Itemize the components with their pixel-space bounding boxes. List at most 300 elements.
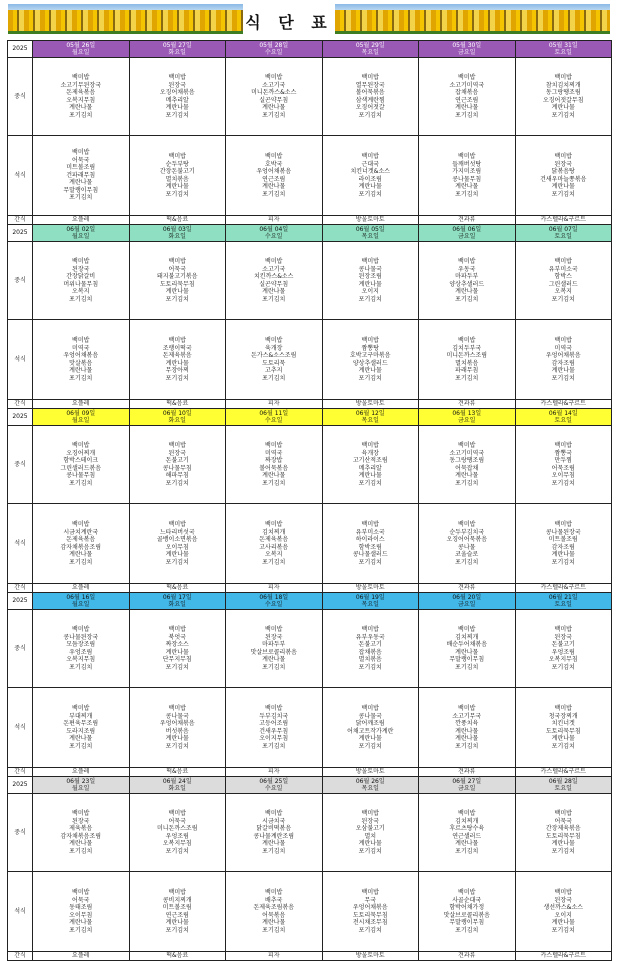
menu-item: 포기김치 <box>358 479 382 487</box>
menu-item: 계란나물 <box>358 280 382 288</box>
date-label: 06월 03일 <box>162 226 192 233</box>
date-label: 05월 26일 <box>66 42 96 49</box>
menu-item: 포기김치 <box>455 847 479 855</box>
snack-cell: 피자 <box>226 952 323 961</box>
menu-item: 오복지무침 <box>66 96 96 104</box>
menu-item: 백미밥 <box>72 705 90 712</box>
snack-cell: 피자 <box>226 400 323 409</box>
menu-item: 포기김치 <box>455 742 479 750</box>
menu-item: 소고기국 <box>262 81 286 89</box>
menu-item: 포기김치 <box>455 111 479 119</box>
snack-row <box>8 216 612 225</box>
snack-cell: 카스텔라&구르트 <box>515 952 612 961</box>
snack-row <box>8 952 612 961</box>
date-cell <box>322 41 419 58</box>
menu-item: 포기김치 <box>69 847 93 855</box>
menu-item: 순두부탕 <box>165 160 189 168</box>
menu-item: 백미밥 <box>168 258 186 265</box>
menu-item: 잡채볶음 <box>358 648 382 656</box>
day-label: 목요일 <box>361 49 379 56</box>
menu-item: 포기김치 <box>165 111 189 119</box>
date-cell <box>419 777 516 794</box>
menu-item: 계란나물 <box>165 104 189 111</box>
date-cell <box>129 409 226 426</box>
menu-item: 볼어묵볶음 <box>355 89 385 96</box>
menu-item: 미트볼조림 <box>162 904 192 911</box>
date-label: 06월 19일 <box>355 594 385 601</box>
lunch-menu-cell <box>33 242 130 320</box>
dinner-menu-cell <box>322 872 419 952</box>
date-label: 06월 05일 <box>355 226 385 233</box>
lunch-label: 중식 <box>8 426 33 504</box>
dinner-menu-cell <box>419 872 516 952</box>
day-label: 금요일 <box>458 49 476 56</box>
date-label: 06월 09일 <box>66 410 96 417</box>
menu-item: 포기김치 <box>165 190 189 198</box>
menu-item: 제육볶음 <box>69 825 93 832</box>
menu-item: 백미밥 <box>361 705 379 712</box>
menu-item: 소고기국 <box>262 265 286 273</box>
lunch-menu-cell <box>515 242 612 320</box>
menu-item: 생선까스&소스 <box>543 904 583 911</box>
date-label: 06월 26일 <box>355 778 385 785</box>
dinner-menu-cell <box>33 872 130 952</box>
lunch-menu-cell <box>129 242 226 320</box>
menu-item: 고기산적조림 <box>352 457 388 464</box>
menu-item: 포기김치 <box>358 190 382 198</box>
menu-item: 근대국 <box>361 160 379 168</box>
dinner-menu-cell <box>129 320 226 400</box>
menu-item: 백미밥 <box>168 153 186 160</box>
menu-item: 우동국 <box>458 265 476 273</box>
menu-item: 포기김치 <box>455 926 479 934</box>
menu-item: 연근조림 <box>262 175 286 183</box>
menu-item: 호박국 <box>265 160 283 168</box>
snack-cell: 피자 <box>226 768 323 777</box>
menu-item: 어묵국 <box>168 817 186 825</box>
menu-item: 계란나물 <box>551 183 575 190</box>
lunch-menu-cell <box>226 58 323 136</box>
menu-item: 백미밥 <box>554 705 572 712</box>
menu-item: 콩나물샐러드 <box>352 551 388 558</box>
menu-item: 모듬장조림 <box>66 641 96 648</box>
day-label: 금요일 <box>458 785 476 792</box>
menu-item: 간장돈불고기 <box>159 168 195 175</box>
menu-item: 도토리묵무침 <box>545 832 581 840</box>
menu-item: 순두부김치국 <box>449 528 485 536</box>
menu-item: 백미밥 <box>554 153 572 160</box>
menu-item: 포기김치 <box>69 479 93 487</box>
year-label: 2025 <box>8 41 33 58</box>
menu-item: 건새우무침 <box>259 727 289 735</box>
menu-item: 계란나물 <box>358 472 382 479</box>
dinner-menu-cell <box>419 320 516 400</box>
menu-item: 된장국 <box>168 449 186 457</box>
week-header-row <box>8 41 612 58</box>
menu-item: 백미밥 <box>361 442 379 449</box>
menu-item: 조랭이떡국 <box>162 344 192 352</box>
day-label: 수요일 <box>265 785 283 792</box>
menu-item: 들깨버섯탕 <box>452 160 482 168</box>
menu-item: 된장국 <box>554 160 572 168</box>
lunch-menu-cell <box>33 610 130 688</box>
menu-item: 소고기무된장국 <box>60 81 102 89</box>
lunch-row <box>8 794 612 872</box>
menu-item: 함박스 <box>554 273 572 280</box>
menu-item: 짬뽕탕 <box>361 344 379 352</box>
menu-item: 짬뽕국 <box>554 449 572 457</box>
snack-cell: 방울토마토 <box>322 216 419 225</box>
menu-item: 계란나물 <box>69 551 93 558</box>
day-label: 목요일 <box>361 785 379 792</box>
menu-item: 마파두부 <box>262 641 286 648</box>
date-cell <box>322 225 419 242</box>
menu-item: 계란나물 <box>455 183 479 190</box>
day-label: 월요일 <box>72 601 90 608</box>
menu-item: 맛살볶음 <box>69 359 93 367</box>
menu-item: 백미밥 <box>72 74 90 81</box>
menu-item: 포기김치 <box>69 295 93 303</box>
menu-item: 포기김치 <box>69 742 93 750</box>
menu-item: 소고기무국 <box>452 712 482 720</box>
date-cell <box>33 409 130 426</box>
menu-item: 참치김치찌개 <box>545 81 581 89</box>
menu-item: 돈제육조림볶음 <box>253 904 295 911</box>
day-label: 수요일 <box>265 601 283 608</box>
menu-item: 콩나물 <box>458 543 476 551</box>
snack-label: 간식 <box>8 400 33 409</box>
menu-item: 김치찌개 <box>455 633 479 641</box>
lunch-menu-cell <box>419 242 516 320</box>
date-cell <box>322 409 419 426</box>
date-cell <box>226 777 323 794</box>
snack-cell: 카스텔라&구르트 <box>515 400 612 409</box>
menu-item: 가지미조림 <box>452 168 482 175</box>
menu-item: 포기김치 <box>358 742 382 750</box>
menu-item: 김치찌개 <box>455 817 479 825</box>
menu-item: 어묵국 <box>72 156 90 164</box>
lunch-menu-cell <box>33 794 130 872</box>
snack-cell: 견과류 <box>419 400 516 409</box>
menu-item: 포기김치 <box>262 847 286 855</box>
day-label: 월요일 <box>72 49 90 56</box>
menu-table <box>7 40 612 961</box>
menu-item: 백미밥 <box>265 810 283 817</box>
menu-item: 포기김치 <box>69 558 93 566</box>
week-header-row <box>8 225 612 242</box>
menu-item: 백미밥 <box>361 889 379 896</box>
menu-item: 소고기미역국 <box>449 449 485 457</box>
snack-cell: 견과류 <box>419 584 516 593</box>
menu-item: 백미밥 <box>458 337 476 344</box>
date-cell <box>129 225 226 242</box>
menu-item: 무말랭이무침 <box>449 656 485 663</box>
lunch-menu-cell <box>129 58 226 136</box>
date-cell <box>33 777 130 794</box>
date-cell <box>419 593 516 610</box>
menu-item: 계란나물 <box>551 367 575 374</box>
menu-item: 열무된장국 <box>355 81 385 89</box>
lunch-menu-cell <box>515 426 612 504</box>
dinner-menu-cell <box>226 872 323 952</box>
menu-item: 포기김치 <box>551 190 575 198</box>
menu-item: 백미밥 <box>554 521 572 528</box>
menu-item: 백미밥 <box>72 810 90 817</box>
lunch-menu-cell <box>226 610 323 688</box>
menu-item: 포기김치 <box>455 190 479 198</box>
menu-item: 마파두부 <box>455 273 479 280</box>
day-label: 수요일 <box>265 49 283 56</box>
menu-item: 백미밥 <box>72 889 90 896</box>
menu-item: 계란나물 <box>165 359 189 367</box>
lunch-label: 중식 <box>8 794 33 872</box>
menu-item: 우엉어채볶음 <box>545 352 581 359</box>
dinner-menu-cell <box>129 136 226 216</box>
menu-item: 함박스테이크 <box>63 457 99 464</box>
lunch-menu-cell <box>226 794 323 872</box>
menu-item: 어묵국 <box>554 817 572 825</box>
menu-item: 포기김치 <box>165 742 189 750</box>
snack-cell: 방울토마토 <box>322 400 419 409</box>
menu-item: 백미밥 <box>265 153 283 160</box>
menu-item: 포기김치 <box>165 374 189 382</box>
lunch-menu-cell <box>322 58 419 136</box>
menu-item: 양상추샐러드 <box>352 359 388 367</box>
menu-item: 백미밥 <box>265 337 283 344</box>
date-cell <box>515 777 612 794</box>
lunch-menu-cell <box>226 242 323 320</box>
day-label: 금요일 <box>458 417 476 424</box>
menu-item: 미역국 <box>265 449 283 457</box>
menu-item: 백미밥 <box>168 74 186 81</box>
menu-item: 사골순대국 <box>452 896 482 904</box>
day-label: 월요일 <box>72 417 90 424</box>
snack-cell: 요플레 <box>33 952 130 961</box>
menu-item: 북엇국 <box>168 633 186 641</box>
sunflower-banner-left <box>8 4 243 34</box>
menu-item: 포기김치 <box>165 847 189 855</box>
menu-item: 포기김치 <box>262 742 286 750</box>
snack-cell: 떡&음료 <box>129 768 226 777</box>
menu-item: 계란나물 <box>69 840 93 847</box>
menu-item: 돈제육볶음 <box>259 536 289 543</box>
day-label: 토요일 <box>554 785 572 792</box>
menu-item: 그린샐러드볶음 <box>60 464 102 472</box>
menu-item: 볼어묵볶음 <box>259 464 289 472</box>
menu-item: 부대찌개 <box>69 712 93 720</box>
dinner-menu-cell <box>515 136 612 216</box>
menu-item: 메추리알 <box>358 464 382 472</box>
menu-item: 포기김치 <box>455 295 479 303</box>
menu-item: 포기김치 <box>165 295 189 303</box>
menu-item: 어채고트작가계란 <box>347 727 394 735</box>
menu-item: 돈제육볶음 <box>66 536 96 543</box>
dinner-row <box>8 320 612 400</box>
dinner-menu-cell <box>419 136 516 216</box>
menu-item: 함박어채가정 <box>449 904 485 911</box>
menu-item: 오복지 <box>72 288 90 295</box>
dinner-label: 석식 <box>8 320 33 400</box>
date-label: 05월 31일 <box>548 42 578 49</box>
menu-item: 무말랭이무침 <box>449 919 485 926</box>
menu-item: 그린샐러드 <box>548 280 578 288</box>
lunch-menu-cell <box>419 426 516 504</box>
menu-item: 소고기미역국 <box>449 81 485 89</box>
menu-item: 돈편육무조림 <box>63 720 99 727</box>
lunch-menu-cell <box>419 58 516 136</box>
menu-item: 백미밥 <box>72 442 90 449</box>
date-label: 05월 28일 <box>259 42 289 49</box>
menu-item: 동태조림 <box>69 904 93 911</box>
menu-item: 동그랑땡조림 <box>545 89 581 96</box>
date-cell <box>322 593 419 610</box>
menu-item: 백미밥 <box>168 626 186 633</box>
lunch-menu-cell <box>322 426 419 504</box>
menu-item: 육개장 <box>361 449 379 457</box>
menu-item: 된장조림 <box>358 273 382 280</box>
menu-item: 포기김치 <box>551 742 575 750</box>
dinner-menu-cell <box>33 688 130 768</box>
menu-item: 포기김치 <box>358 295 382 303</box>
day-label: 금요일 <box>458 233 476 240</box>
menu-item: 콩나물계란조림 <box>253 832 295 840</box>
year-label: 2025 <box>8 225 33 242</box>
dinner-label: 석식 <box>8 872 33 952</box>
menu-item: 미트볼조림 <box>548 536 578 543</box>
date-label: 06월 06일 <box>452 226 482 233</box>
dinner-label: 석식 <box>8 504 33 584</box>
menu-item: 콩나물무침 <box>66 472 96 479</box>
menu-item: 포기김치 <box>358 847 382 855</box>
menu-item: 멸치볶음 <box>455 359 479 367</box>
menu-item: 백미밥 <box>361 258 379 265</box>
menu-item: 포기김치 <box>262 479 286 487</box>
menu-item: 백미밥 <box>554 889 572 896</box>
snack-row <box>8 584 612 593</box>
menu-item: 어묵조림 <box>551 464 575 472</box>
lunch-label: 중식 <box>8 58 33 136</box>
lunch-menu-cell <box>129 794 226 872</box>
menu-item: 백미밥 <box>265 258 283 265</box>
menu-item: 오징어젓갈무침 <box>542 96 584 104</box>
day-label: 목요일 <box>361 417 379 424</box>
snack-cell: 요플레 <box>33 400 130 409</box>
day-label: 화요일 <box>168 785 186 792</box>
menu-item: 포기김치 <box>262 926 286 934</box>
menu-item: 감자채볶음조림 <box>60 543 102 551</box>
day-label: 목요일 <box>361 601 379 608</box>
menu-item: 메추리알 <box>165 96 189 104</box>
menu-item: 포기김치 <box>165 663 189 671</box>
snack-cell: 떡&음료 <box>129 216 226 225</box>
menu-item: 계란나물 <box>358 840 382 847</box>
day-label: 토요일 <box>554 49 572 56</box>
menu-item: 우엉어채볶음 <box>256 168 292 175</box>
date-label: 06월 24일 <box>162 778 192 785</box>
menu-item: 된장국 <box>72 817 90 825</box>
menu-item: 우엉어채볶음 <box>63 352 99 359</box>
menu-item: 계란나물 <box>165 183 189 190</box>
dinner-menu-cell <box>419 688 516 768</box>
snack-label: 간식 <box>8 216 33 225</box>
menu-item: 우엉어채볶음 <box>352 904 388 911</box>
menu-item: 백미밥 <box>554 626 572 633</box>
menu-item: 무장아찌 <box>165 367 189 374</box>
menu-item: 포기김치 <box>551 558 575 566</box>
menu-item: 포기김치 <box>551 926 575 934</box>
menu-item: 계란나물 <box>165 648 189 656</box>
snack-cell: 피자 <box>226 584 323 593</box>
menu-item: 닭갈비떡볶음 <box>256 825 292 832</box>
dinner-menu-cell <box>322 504 419 584</box>
snack-row <box>8 768 612 777</box>
sunflower-banner-right <box>335 4 610 34</box>
menu-item: 후르츠탕수육 <box>449 825 485 832</box>
menu-item: 오복지무침 <box>162 840 192 847</box>
menu-item: 연근조림 <box>165 911 189 919</box>
date-label: 06월 14일 <box>548 410 578 417</box>
menu-item: 포기김치 <box>551 847 575 855</box>
dinner-menu-cell <box>515 504 612 584</box>
menu-item: 머위나물무침 <box>63 280 99 288</box>
dinner-label: 석식 <box>8 688 33 768</box>
menu-item: 느타리버섯국 <box>159 528 195 536</box>
menu-item: 어묵국 <box>168 265 186 273</box>
date-cell <box>33 593 130 610</box>
day-label: 목요일 <box>361 233 379 240</box>
year-label: 2025 <box>8 409 33 426</box>
menu-item: 전시채조무침 <box>352 919 388 926</box>
menu-item: 오이무침 <box>551 472 575 479</box>
date-cell <box>515 409 612 426</box>
menu-item: 백미밥 <box>265 626 283 633</box>
date-cell <box>419 225 516 242</box>
date-label: 06월 16일 <box>66 594 96 601</box>
menu-item: 도라지조림 <box>66 727 96 735</box>
snack-label: 간식 <box>8 768 33 777</box>
menu-item: 오이무침 <box>69 911 93 919</box>
menu-item: 오이무침 <box>165 543 189 551</box>
lunch-row <box>8 242 612 320</box>
menu-item: 배순두어채볶음 <box>446 641 488 648</box>
menu-item: 백미밥 <box>458 626 476 633</box>
menu-item: 실곤약무침 <box>259 280 289 288</box>
date-cell <box>129 777 226 794</box>
menu-item: 된장국 <box>168 81 186 89</box>
menu-item: 계란나물 <box>358 367 382 374</box>
menu-item: 오삼불고기 <box>355 825 385 832</box>
date-cell <box>33 41 130 58</box>
date-cell <box>419 409 516 426</box>
menu-item: 계란나물 <box>165 551 189 558</box>
menu-item: 포기김치 <box>455 558 479 566</box>
menu-item: 미니돈까스조림 <box>156 825 198 832</box>
menu-item: 멸치볶음 <box>358 656 382 663</box>
menu-item: 계란나물 <box>455 735 479 742</box>
date-label: 06월 07일 <box>548 226 578 233</box>
snack-cell: 방울토마토 <box>322 584 419 593</box>
menu-item: 백미밥 <box>554 337 572 344</box>
snack-label: 간식 <box>8 584 33 593</box>
menu-item: 유부미소국 <box>548 265 578 273</box>
menu-item: 청국장찌개 <box>548 712 578 720</box>
dinner-label: 석식 <box>8 136 33 216</box>
menu-item: 멸치볶음 <box>165 175 189 183</box>
menu-item: 포기김치 <box>262 111 286 119</box>
menu-item: 감자조림 <box>551 359 575 367</box>
dinner-menu-cell <box>226 320 323 400</box>
menu-item: 파래무침 <box>455 367 479 374</box>
